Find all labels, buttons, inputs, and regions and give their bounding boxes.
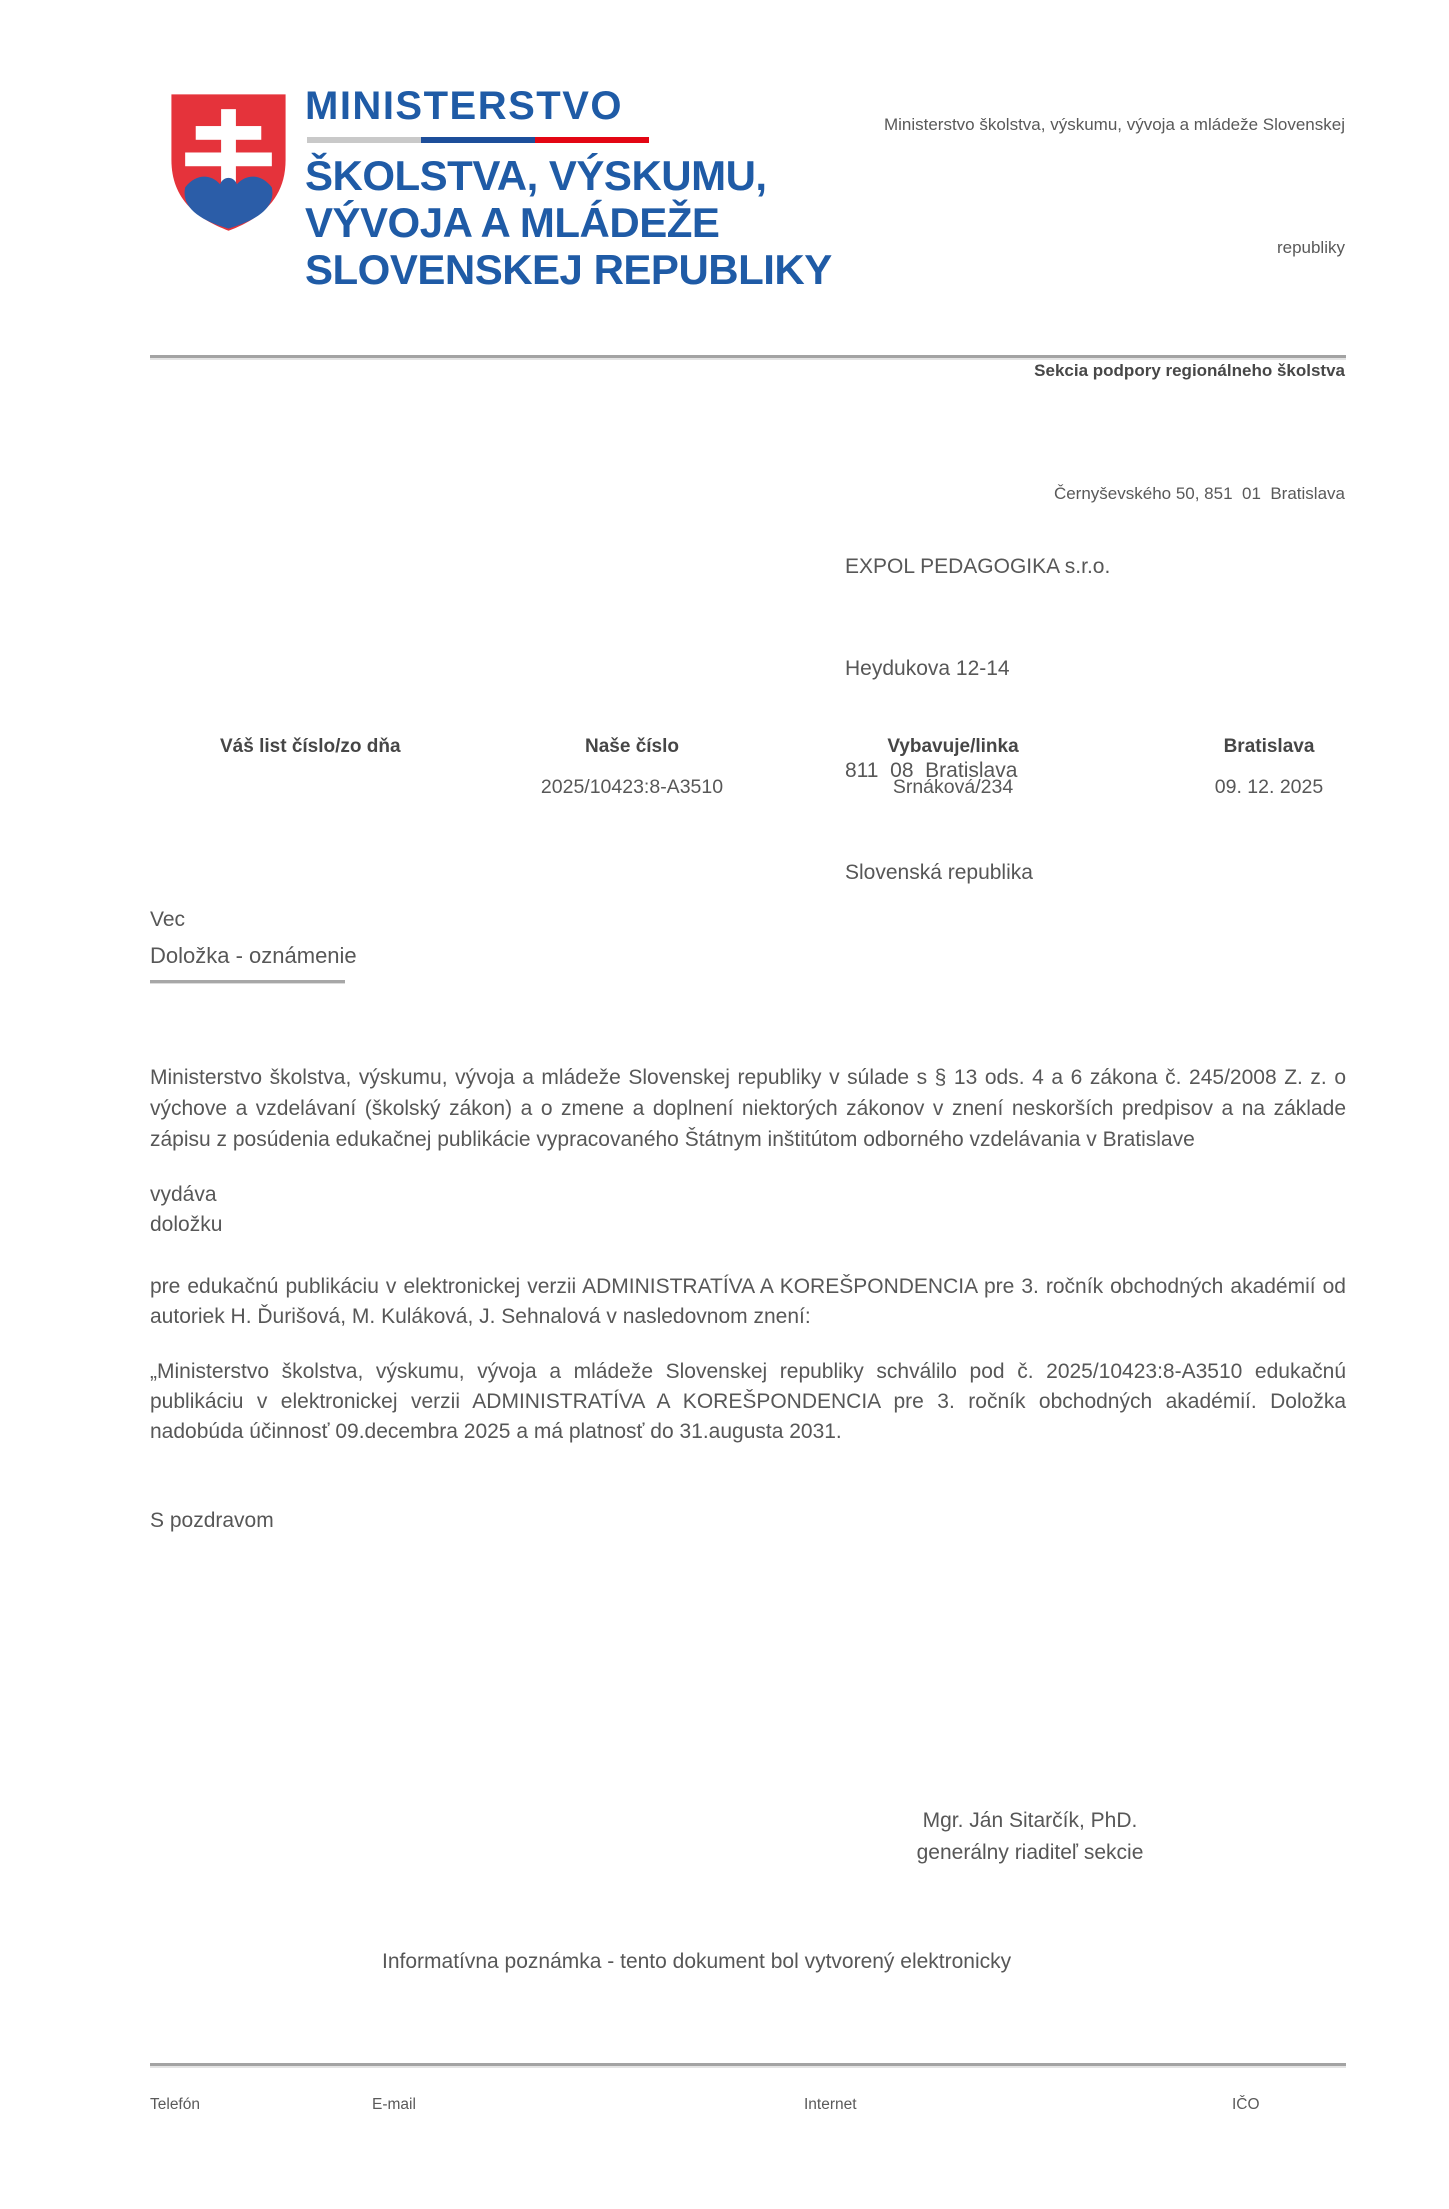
reference-col-handled-by xyxy=(824,736,1082,799)
body-paragraph-3: „Ministerstvo školstva, výskumu, vývoja a mládeže Slovenskej republiky schválilo pod č. 2025/10423:8-A3510 edukačnú publikáciu v elektronickej verzii ADMINISTRATÍVA A KOREŠPONDENCIA pre 3. ročník obchodných akadémií. Doložka nadobúda účinnosť 09.decembra 2025 a má platnosť do 31.augusta 2031. xyxy=(150,1360,1346,1443)
body-paragraph-2: pre edukačnú publikáciu v elektronickej verzii ADMINISTRATÍVA A KOREŠPONDENCIA pre 3. ročník obchodných akadémií od autoriek H. Ďurišová, M. Kuláková, J. Sehnalová v nasledovnom znení: xyxy=(150,1275,1346,1328)
signatory-title: generálny riaditeľ sekcie xyxy=(916,1841,1144,1864)
sender-section: Sekcia podpory regionálneho školstva xyxy=(1034,361,1345,380)
our-number-value: 2025/10423:8-A3510 xyxy=(540,776,724,798)
recipient-city: 811 08 Bratislava xyxy=(845,759,1018,782)
place-label: Bratislava xyxy=(1223,736,1315,757)
slovak-coat-of-arms-icon xyxy=(165,88,292,236)
issues-line-1: vydáva xyxy=(150,1183,217,1206)
recipient-country: Slovenská republika xyxy=(845,861,1033,884)
handled-by-value: Srnáková/234 xyxy=(892,776,1014,798)
body-paragraph-1: Ministerstvo školstva, výskumu, vývoja a mládeže Slovenskej republiky v súlade s § 13 ods. 4 a 6 zákona č. 245/2008 Z. z. o výchove a vzdelávaní (školský zákon) a o zmene a doplnení niektorých zákonov v znení neskorších predpisov a na základe zápisu z posúdenia edukačnej publikácie vypracovaného Štátnym inštitútom odborného vzdelávania v Bratislave xyxy=(150,1066,1346,1151)
recipient-street: Heydukova 12-14 xyxy=(845,657,1010,680)
footer-label-internet: Internet xyxy=(804,2096,857,2113)
our-number-label: Naše číslo xyxy=(585,736,679,757)
logo-wordmark-line3: VÝVOJA A MLÁDEŽE xyxy=(305,199,720,246)
reference-col-place-date xyxy=(1140,736,1398,799)
date-value: 09. 12. 2025 xyxy=(1214,776,1324,798)
tricolor-silver-segment xyxy=(307,137,421,143)
footer-divider xyxy=(150,2063,1346,2066)
recipient-block xyxy=(845,482,1110,958)
footer-label-email: E-mail xyxy=(372,2096,416,2113)
subject-block xyxy=(150,905,357,983)
footer-label-ico: IČO xyxy=(1232,2096,1260,2113)
issues-line-2: doložku xyxy=(150,1213,223,1236)
signature-block xyxy=(870,1805,1190,1869)
handled-by-label: Vybavuje/linka xyxy=(887,736,1019,757)
logo-wordmark-line1: MINISTERSTVO xyxy=(305,84,624,128)
tricolor-red-segment xyxy=(535,137,649,143)
sender-address: Černyševského 50, 851 01 Bratislava xyxy=(1053,484,1345,503)
reference-col-our-number xyxy=(503,736,761,799)
three-hills-shape xyxy=(185,177,273,229)
electronic-note: Informatívna poznámka - tento dokument bol vytvorený elektronicky xyxy=(382,1950,1012,1973)
signatory-name: Mgr. Ján Sitarčík, PhD. xyxy=(922,1809,1138,1832)
subject-title: Doložka - oznámenie xyxy=(150,943,357,968)
logo-wordmark-line4: SLOVENSKEJ REPUBLIKY xyxy=(305,246,832,293)
your-number-label: Váš list číslo/zo dňa xyxy=(220,736,401,757)
sender-line-2: republiky xyxy=(1276,238,1345,257)
header-divider xyxy=(150,355,1346,358)
logo-wordmark-line2: ŠKOLSTVA, VÝSKUMU, xyxy=(305,152,767,199)
recipient-name: EXPOL PEDAGOGIKA s.r.o. xyxy=(845,555,1111,578)
subject-label: Vec xyxy=(150,908,186,931)
issues-block xyxy=(150,1180,222,1240)
subject-underline xyxy=(150,980,345,983)
logo-tricolor-bar xyxy=(307,137,649,143)
closing-line: S pozdravom xyxy=(150,1509,274,1532)
reference-col-your-number xyxy=(220,736,401,776)
footer-label-phone: Telefón xyxy=(150,2096,200,2113)
tricolor-blue-segment xyxy=(421,137,535,143)
sender-line-1: Ministerstvo školstva, výskumu, vývoja a mládeže Slovenskej xyxy=(883,115,1345,134)
